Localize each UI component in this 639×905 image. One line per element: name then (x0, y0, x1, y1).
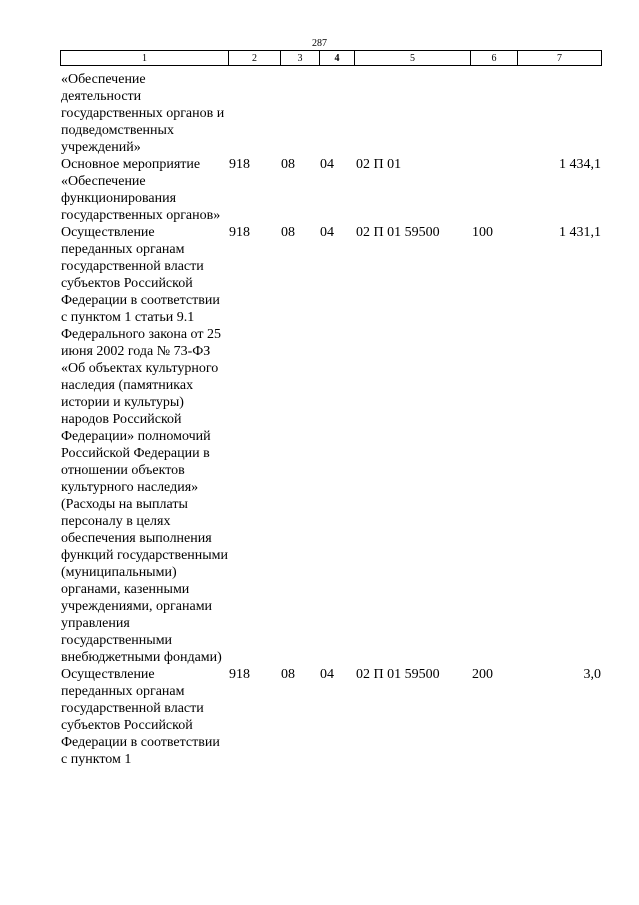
page-number: 287 (312, 38, 327, 49)
row-subsection: 04 (320, 225, 334, 240)
table-row (0, 224, 639, 666)
row-subsection: 04 (320, 157, 334, 172)
row-amount: 3,0 (583, 667, 601, 682)
column-header-row (61, 51, 602, 66)
table-row (0, 156, 639, 224)
column-header-3: 3 (281, 51, 320, 66)
row-section: 08 (281, 225, 295, 240)
column-header-4: 4 (320, 51, 355, 66)
row-expense-type: 200 (472, 667, 493, 682)
row-target-article: 02 П 01 59500 (356, 225, 440, 240)
row-section: 08 (281, 157, 295, 172)
row-target-article: 02 П 01 59500 (356, 667, 440, 682)
row-amount: 1 434,1 (559, 157, 601, 172)
column-header-1: 1 (61, 51, 229, 66)
row-grbs: 918 (229, 667, 250, 682)
row-section: 08 (281, 667, 295, 682)
row-name: Осуществление переданных органам государственной власти субъектов Российской Федерации в соответствии с пунктом 1 (61, 667, 220, 767)
column-header-2: 2 (229, 51, 281, 66)
row-target-article: 02 П 01 (356, 157, 402, 172)
table-row (0, 71, 639, 156)
row-expense-type: 100 (472, 225, 493, 240)
column-header-7: 7 (518, 51, 602, 66)
row-amount: 1 431,1 (559, 225, 601, 240)
row-name: Осуществление переданных органам государственной власти субъектов Российской Федерации в соответствии с пунктом 1 статьи 9.1 Федерального закона от 25 июня 2002 года № 73-ФЗ «Об объектах культурного наследия (памятниках истории и культуры) народов Российской Федерации» полномочий Российской Федерации в отношении объектов культурного наследия» (Расходы на выплаты персоналу в целях обеспечения выполнения функций государственными (муниципальными) органами, казенными учреждениями, органами управления государственными внебюджетными фондами) (61, 225, 229, 665)
row-name: Основное мероприятие «Обеспечение функционирования государственных органов» (61, 157, 221, 223)
row-grbs: 918 (229, 225, 250, 240)
row-grbs: 918 (229, 157, 250, 172)
column-header-6: 6 (471, 51, 518, 66)
table-row (0, 666, 639, 768)
column-header-5: 5 (355, 51, 471, 66)
column-header-table (60, 50, 602, 66)
budget-table-body (0, 71, 639, 768)
row-name: «Обеспечение деятельности государственных органов и подведомственных учреждений» (61, 72, 225, 155)
row-subsection: 04 (320, 667, 334, 682)
